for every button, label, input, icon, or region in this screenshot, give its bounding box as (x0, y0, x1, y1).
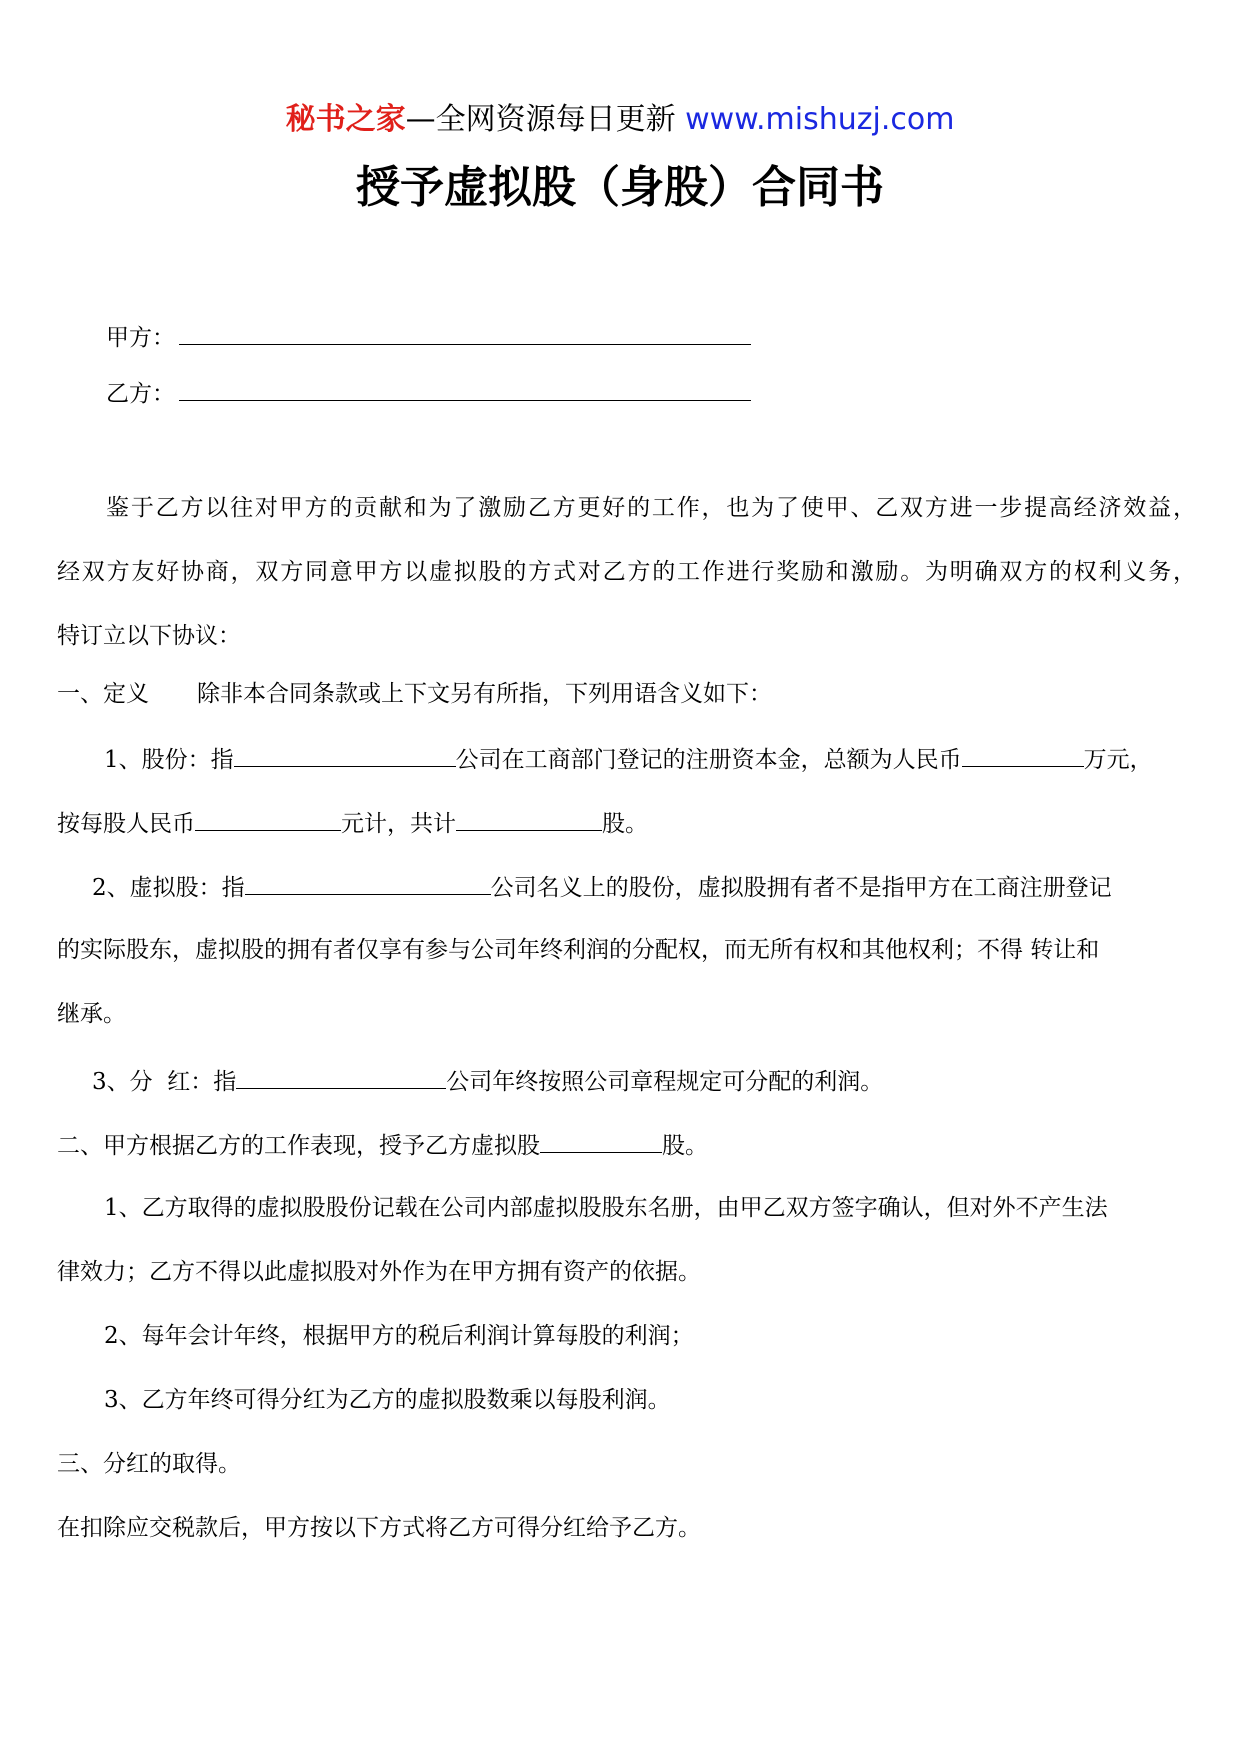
section-1-heading-line (57, 678, 772, 710)
section-2-item-2: 2、每年会计年终，根据甲方的税后利润计算每股的利润； (104, 1323, 694, 1349)
section-2-heading: 二、甲方根据乙方的工作表现，授予乙方虚拟股 (57, 1133, 540, 1159)
party-b-blank (179, 378, 751, 401)
company-name-blank (234, 742, 456, 767)
site-url[interactable]: www.mishuzj.com (685, 102, 955, 137)
definition-1-price-label: 按每股人民币 (57, 811, 195, 837)
registered-capital-blank (962, 742, 1084, 767)
header-tagline: —全网资源每日更新 (405, 102, 676, 137)
party-b-label: 乙方： (106, 381, 175, 407)
definition-2-line-2: 的实际股东，虚拟股的拥有者仅享有参与公司年终利润的分配权，而无所有权和其他权利；不得 转让和 (57, 937, 1100, 963)
definition-1-text: 公司在工商部门登记的注册资本金，总额为人民币 (455, 747, 962, 773)
section-3-heading: 三、分红的取得。 (57, 1451, 241, 1477)
section-2-item-3: 3、乙方年终可得分红为乙方的虚拟股数乘以每股利润。 (104, 1387, 671, 1413)
total-shares-blank (456, 806, 602, 831)
preamble-line-2: 经双方友好协商，双方同意甲方以虚拟股的方式对乙方的工作进行奖励和激励。为明确双方的权利义务， (57, 559, 1196, 585)
definition-2-text: 公司名义上的股份，虚拟股拥有者不是指甲方在工商注册登记 (490, 875, 1112, 901)
section-2-heading-line (57, 1128, 708, 1162)
definition-2-line-1 (92, 870, 1112, 904)
preamble-line-3: 特订立以下协议： (57, 623, 241, 649)
section-2-heading-end: 股。 (662, 1133, 708, 1159)
definition-1-label: 1、股份：指 (104, 747, 234, 773)
section-2-item-1-line-2: 律效力；乙方不得以此虚拟股对外作为在甲方拥有资产的依据。 (57, 1259, 701, 1285)
party-a-label: 甲方： (106, 325, 175, 351)
section-3-body: 在扣除应交税款后，甲方按以下方式将乙方可得分红给予乙方。 (57, 1515, 701, 1541)
definition-2-label: 2、虚拟股：指 (92, 875, 245, 901)
site-header (0, 100, 1240, 140)
definition-1-unit: 万元， (1083, 747, 1153, 773)
party-a-line (106, 322, 751, 354)
definition-3-line (92, 1064, 883, 1098)
virtual-share-company-blank (245, 870, 491, 895)
price-per-share-blank (195, 806, 341, 831)
definition-3-label: 3、分 红：指 (92, 1069, 237, 1095)
party-a-blank (179, 322, 751, 345)
party-b-line (106, 378, 751, 410)
definition-1-total-label: 元计，共计 (341, 811, 456, 837)
definition-1-line-1 (104, 742, 1153, 776)
section-2-item-1-line-1: 1、乙方取得的虚拟股股份记载在公司内部虚拟股股东名册，由甲乙双方签字确认，但对外不产生法 (104, 1195, 1108, 1221)
definition-3-text: 公司年终按照公司章程规定可分配的利润。 (446, 1069, 884, 1095)
preamble-line-1: 鉴于乙方以往对甲方的贡献和为了激励乙方更好的工作，也为了使甲、乙双方进一步提高经济效益， (106, 495, 1196, 521)
document-title: 授予虚拟股（身股）合同书 (356, 162, 884, 213)
dividend-company-blank (236, 1064, 446, 1089)
definition-2-line-3: 继承。 (57, 1001, 126, 1027)
definition-1-end: 股。 (602, 811, 648, 837)
section-1-heading: 一、定义 (57, 681, 149, 707)
section-1-intro: 除非本合同条款或上下文另有所指，下列用语含义如下： (197, 681, 772, 707)
brand-name: 秘书之家 (285, 102, 406, 137)
definition-1-line-2 (57, 806, 648, 840)
granted-shares-blank (540, 1128, 662, 1153)
